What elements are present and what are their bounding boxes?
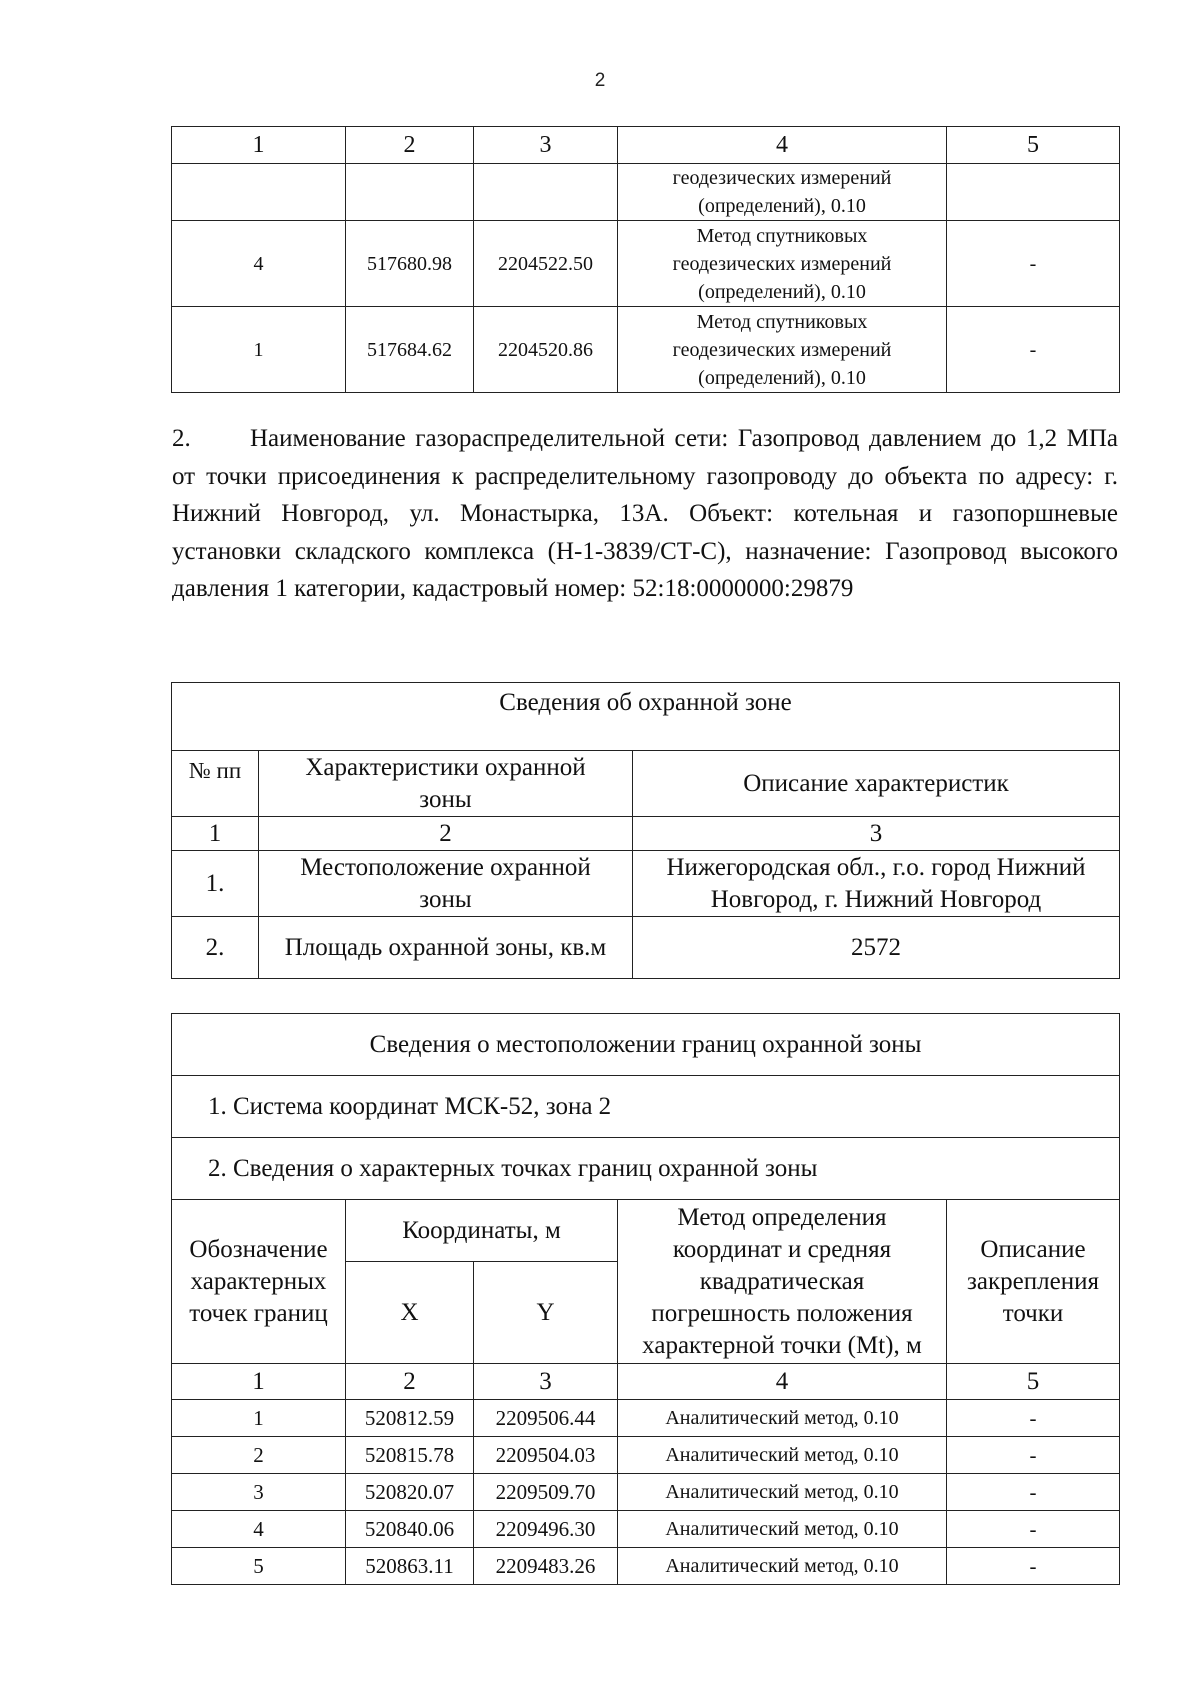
method-line: (определений), 0.10	[698, 366, 866, 389]
point-cell: 2	[172, 1437, 346, 1474]
table-title: Сведения об охранной зоне	[172, 683, 1120, 751]
description-cell	[633, 851, 1120, 917]
header-line: Обозначение	[189, 1235, 328, 1263]
table-row	[172, 1511, 1120, 1548]
table-row	[172, 307, 1120, 393]
header-line: погрешность положения	[651, 1299, 913, 1327]
header-cell: 3	[474, 127, 618, 164]
index-row	[172, 1364, 1120, 1400]
method-line: Метод спутниковых	[696, 224, 868, 247]
index-cell: 1	[172, 817, 259, 851]
num-cell: 1.	[172, 851, 259, 917]
index-row	[172, 817, 1120, 851]
method-cell: Аналитический метод, 0.10	[618, 1511, 947, 1548]
method-line: (определений), 0.10	[698, 195, 866, 217]
header-line: точки	[1002, 1299, 1064, 1327]
x-cell: 520812.59	[346, 1400, 474, 1437]
description-cell: 2572	[633, 917, 1120, 979]
index-cell: 2	[259, 817, 633, 851]
method-cell: Аналитический метод, 0.10	[618, 1437, 947, 1474]
index-cell: 1	[172, 1364, 346, 1400]
num-header: № пп	[172, 751, 259, 817]
header-line: точек границ	[189, 1299, 328, 1327]
table-title-row	[172, 683, 1120, 751]
header-line: координат и средняя	[672, 1235, 892, 1263]
header-line: Описание	[980, 1235, 1086, 1263]
point-cell: 3	[172, 1474, 346, 1511]
designation-header	[172, 1200, 346, 1364]
header-line: Метод определения	[677, 1203, 887, 1231]
method-cell	[618, 221, 947, 307]
cell-line: Нижегородская обл., г.о. город Нижний	[666, 853, 1086, 881]
method-header	[618, 1200, 947, 1364]
desc-cell: -	[947, 1474, 1120, 1511]
y-cell: 2209504.03	[474, 1437, 618, 1474]
method-cell: Аналитический метод, 0.10	[618, 1400, 947, 1437]
y-header: Y	[474, 1262, 618, 1364]
index-cell: 5	[947, 1364, 1120, 1400]
characteristic-cell	[259, 851, 633, 917]
index-cell: 3	[474, 1364, 618, 1400]
desc-cell	[947, 164, 1120, 221]
method-cell	[618, 307, 947, 393]
protection-zone-table	[171, 682, 1120, 979]
header-line: характерной точки (Mt), м	[642, 1331, 922, 1359]
network-description-paragraph	[172, 420, 1118, 608]
header-cell: 1	[172, 127, 346, 164]
table-row	[172, 917, 1120, 979]
points-title-row	[172, 1138, 1120, 1200]
table-header-row	[172, 127, 1120, 164]
header-line: характерных	[190, 1267, 327, 1295]
index-cell: 2	[346, 1364, 474, 1400]
index-cell: 4	[618, 1364, 947, 1400]
table-header-row	[172, 751, 1120, 817]
x-cell: 517684.62	[346, 307, 474, 393]
points-table-continued	[171, 126, 1120, 393]
x-cell	[346, 164, 474, 221]
paragraph-number: 2.	[172, 425, 191, 452]
header-line: зоны	[419, 785, 472, 813]
x-cell: 517680.98	[346, 221, 474, 307]
table-header-row	[172, 1200, 1120, 1262]
y-cell: 2209506.44	[474, 1400, 618, 1437]
characteristics-header	[259, 751, 633, 817]
desc-cell: -	[947, 221, 1120, 307]
table-row	[172, 221, 1120, 307]
method-line: геодезических измерений	[672, 338, 892, 361]
point-cell: 4	[172, 1511, 346, 1548]
x-cell: 520840.06	[346, 1511, 474, 1548]
point-cell: 5	[172, 1548, 346, 1585]
cell-line: зоны	[419, 885, 472, 913]
x-cell: 520863.11	[346, 1548, 474, 1585]
method-cell	[618, 164, 947, 221]
method-cell: Аналитический метод, 0.10	[618, 1474, 947, 1511]
point-cell: 1	[172, 307, 346, 393]
coordinates-header: Координаты, м	[346, 1200, 618, 1262]
point-cell	[172, 164, 346, 221]
coordinate-system: 1. Система координат МСК-52, зона 2	[172, 1076, 1120, 1138]
table-title-row	[172, 1014, 1120, 1076]
page-number: 2	[594, 70, 606, 91]
table-row	[172, 1474, 1120, 1511]
method-line: геодезических измерений	[672, 167, 892, 189]
table-title: Сведения о местоположении границ охранной зоны	[172, 1014, 1120, 1076]
y-cell: 2204522.50	[474, 221, 618, 307]
description-header	[947, 1200, 1120, 1364]
index-cell: 3	[633, 817, 1120, 851]
point-cell: 4	[172, 221, 346, 307]
table-row	[172, 851, 1120, 917]
y-cell: 2204520.86	[474, 307, 618, 393]
method-line: геодезических измерений	[672, 252, 892, 275]
y-cell: 2209496.30	[474, 1511, 618, 1548]
paragraph-text: Наименование газораспределительной сети: Газопровод давлением до 1,2 МПа от точки присоединения к распределительному газопроводу до объекта по адресу: г. Нижний Новгород, ул. Монастырка, 13А. Объект: котельная и газопоршневые установки складского комплекса (Н-1-3839/СТ-С), назначение: Газопровод высокого давления 1 категории, кадастровый номер: 52:18:0000000:29879	[172, 425, 1118, 602]
point-cell: 1	[172, 1400, 346, 1437]
header-line: квадратическая	[699, 1267, 865, 1295]
x-cell: 520815.78	[346, 1437, 474, 1474]
method-line: Метод спутниковых	[696, 310, 868, 333]
method-line: (определений), 0.10	[698, 280, 866, 303]
x-cell: 520820.07	[346, 1474, 474, 1511]
table-row	[172, 164, 1120, 221]
description-header: Описание характеристик	[633, 751, 1120, 817]
desc-cell: -	[947, 1437, 1120, 1474]
y-cell	[474, 164, 618, 221]
points-title: 2. Сведения о характерных точках границ охранной зоны	[172, 1138, 1120, 1200]
system-row	[172, 1076, 1120, 1138]
y-cell: 2209483.26	[474, 1548, 618, 1585]
header-line: закрепления	[967, 1267, 1099, 1295]
y-cell: 2209509.70	[474, 1474, 618, 1511]
method-cell: Аналитический метод, 0.10	[618, 1548, 947, 1585]
characteristic-cell: Площадь охранной зоны, кв.м	[259, 917, 633, 979]
cell-line: Местоположение охранной	[300, 853, 591, 881]
table-row	[172, 1400, 1120, 1437]
desc-cell: -	[947, 1548, 1120, 1585]
header-line: Характеристики охранной	[305, 753, 586, 781]
header-cell: 5	[947, 127, 1120, 164]
x-header: X	[346, 1262, 474, 1364]
header-cell: 2	[346, 127, 474, 164]
table-row	[172, 1548, 1120, 1585]
cell-line: Новгород, г. Нижний Новгород	[710, 885, 1042, 913]
table-row	[172, 1437, 1120, 1474]
desc-cell: -	[947, 1511, 1120, 1548]
desc-cell: -	[947, 307, 1120, 393]
desc-cell: -	[947, 1400, 1120, 1437]
header-cell: 4	[618, 127, 947, 164]
boundary-location-table	[171, 1013, 1120, 1585]
num-cell: 2.	[172, 917, 259, 979]
